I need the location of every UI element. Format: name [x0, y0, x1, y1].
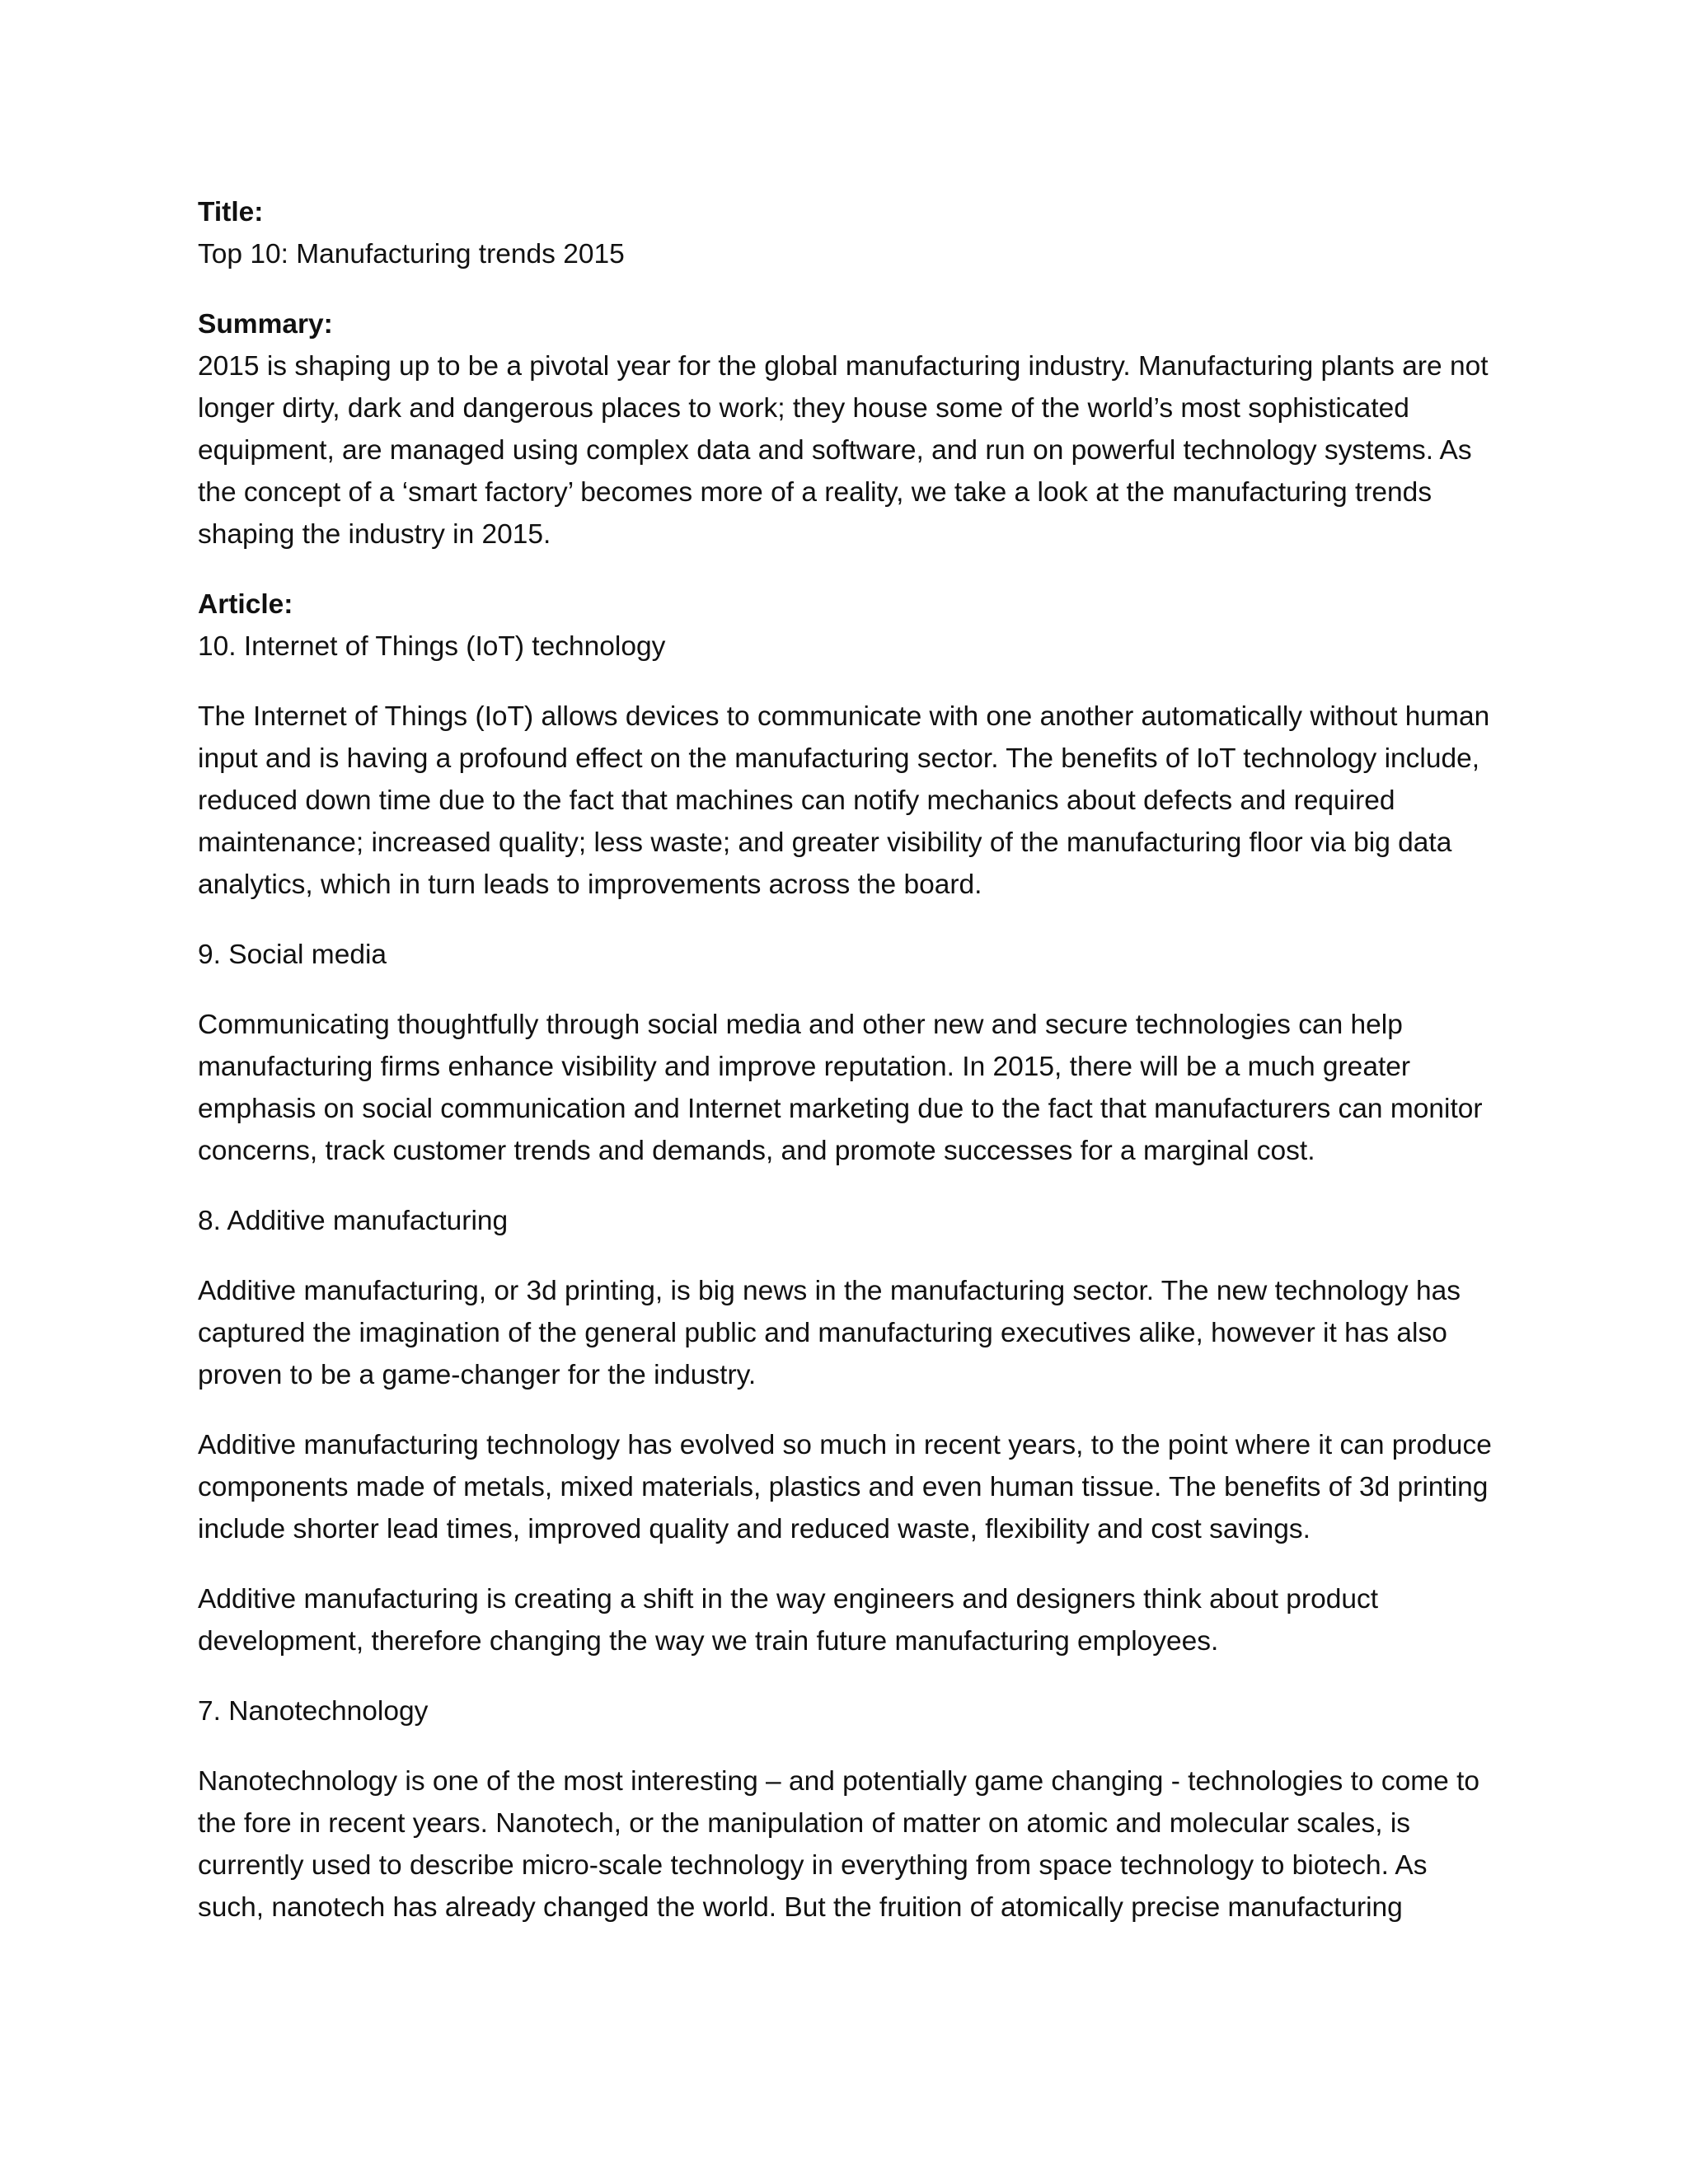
- article-paragraph: Additive manufacturing technology has evolved so much in recent years, to the point where it can produce components made of metals, mixed materials, plastics and even human tissue. The benefits of 3d printing include shorter lead times, improved quality and reduced waste, flexibility and cost savings.: [198, 1430, 1492, 1544]
- document-title: Top 10: Manufacturing trends 2015: [198, 239, 625, 269]
- article-heading-social-media: 9. Social media: [198, 940, 387, 970]
- document-page: [198, 191, 1500, 1957]
- article-paragraph: Communicating thoughtfully through social media and other new and secure technologies can help manufacturing firms enhance visibility and improve reputation. In 2015, there will be a much greater emphasis on social communication and Internet marketing due to the fact that manufacturers can monitor concerns, track customer trends and demands, and promote successes for a marginal cost.: [198, 1010, 1483, 1166]
- title-label: Title:: [198, 197, 264, 227]
- title-section: [198, 191, 1500, 275]
- article-heading-nanotechnology: 7. Nanotechnology: [198, 1696, 429, 1727]
- article-paragraph: Nanotechnology is one of the most interesting – and potentially game changing - technologies to come to the fore in recent years. Nanotech, or the manipulation of matter on atomic and molecular scales, is currently used to describe micro-scale technology in everything from space technology to biotech. As such, nanotech has already changed the world. But the fruition of atomically precise manufacturing: [198, 1766, 1480, 1923]
- summary-label: Summary:: [198, 309, 333, 340]
- article-paragraph: The Internet of Things (IoT) allows devices to communicate with one another automatically without human input and is having a profound effect on the manufacturing sector. The benefits of IoT technology include, reduced down time due to the fact that machines can notify mechanics about defects and required maintenance; increased quality; less waste; and greater visibility of the manufacturing floor via big data analytics, which in turn leads to improvements across the board.: [198, 701, 1490, 900]
- summary-text: 2015 is shaping up to be a pivotal year for the global manufacturing industry. Manufacturing plants are not longer dirty, dark and dangerous places to work; they house some of the world’s most sophisticated equipment, are managed using complex data and software, and run on powerful technology systems. As the concept of a ‘smart factory’ becomes more of a reality, we take a look at the manufacturing trends shaping the industry in 2015.: [198, 351, 1489, 550]
- article-paragraph: Additive manufacturing is creating a shift in the way engineers and designers think about product development, therefore changing the way we train future manufacturing employees.: [198, 1584, 1379, 1657]
- article-heading-additive-manufacturing: 8. Additive manufacturing: [198, 1206, 509, 1236]
- summary-section: [198, 303, 1500, 555]
- article-heading-iot: 10. Internet of Things (IoT) technology: [198, 631, 666, 662]
- article-label: Article:: [198, 589, 293, 620]
- article-paragraph: Additive manufacturing, or 3d printing, is big news in the manufacturing sector. The new technology has captured the imagination of the general public and manufacturing executives alike, however it has also proven to be a game-changer for the industry.: [198, 1276, 1461, 1390]
- article-section: [198, 583, 1500, 1929]
